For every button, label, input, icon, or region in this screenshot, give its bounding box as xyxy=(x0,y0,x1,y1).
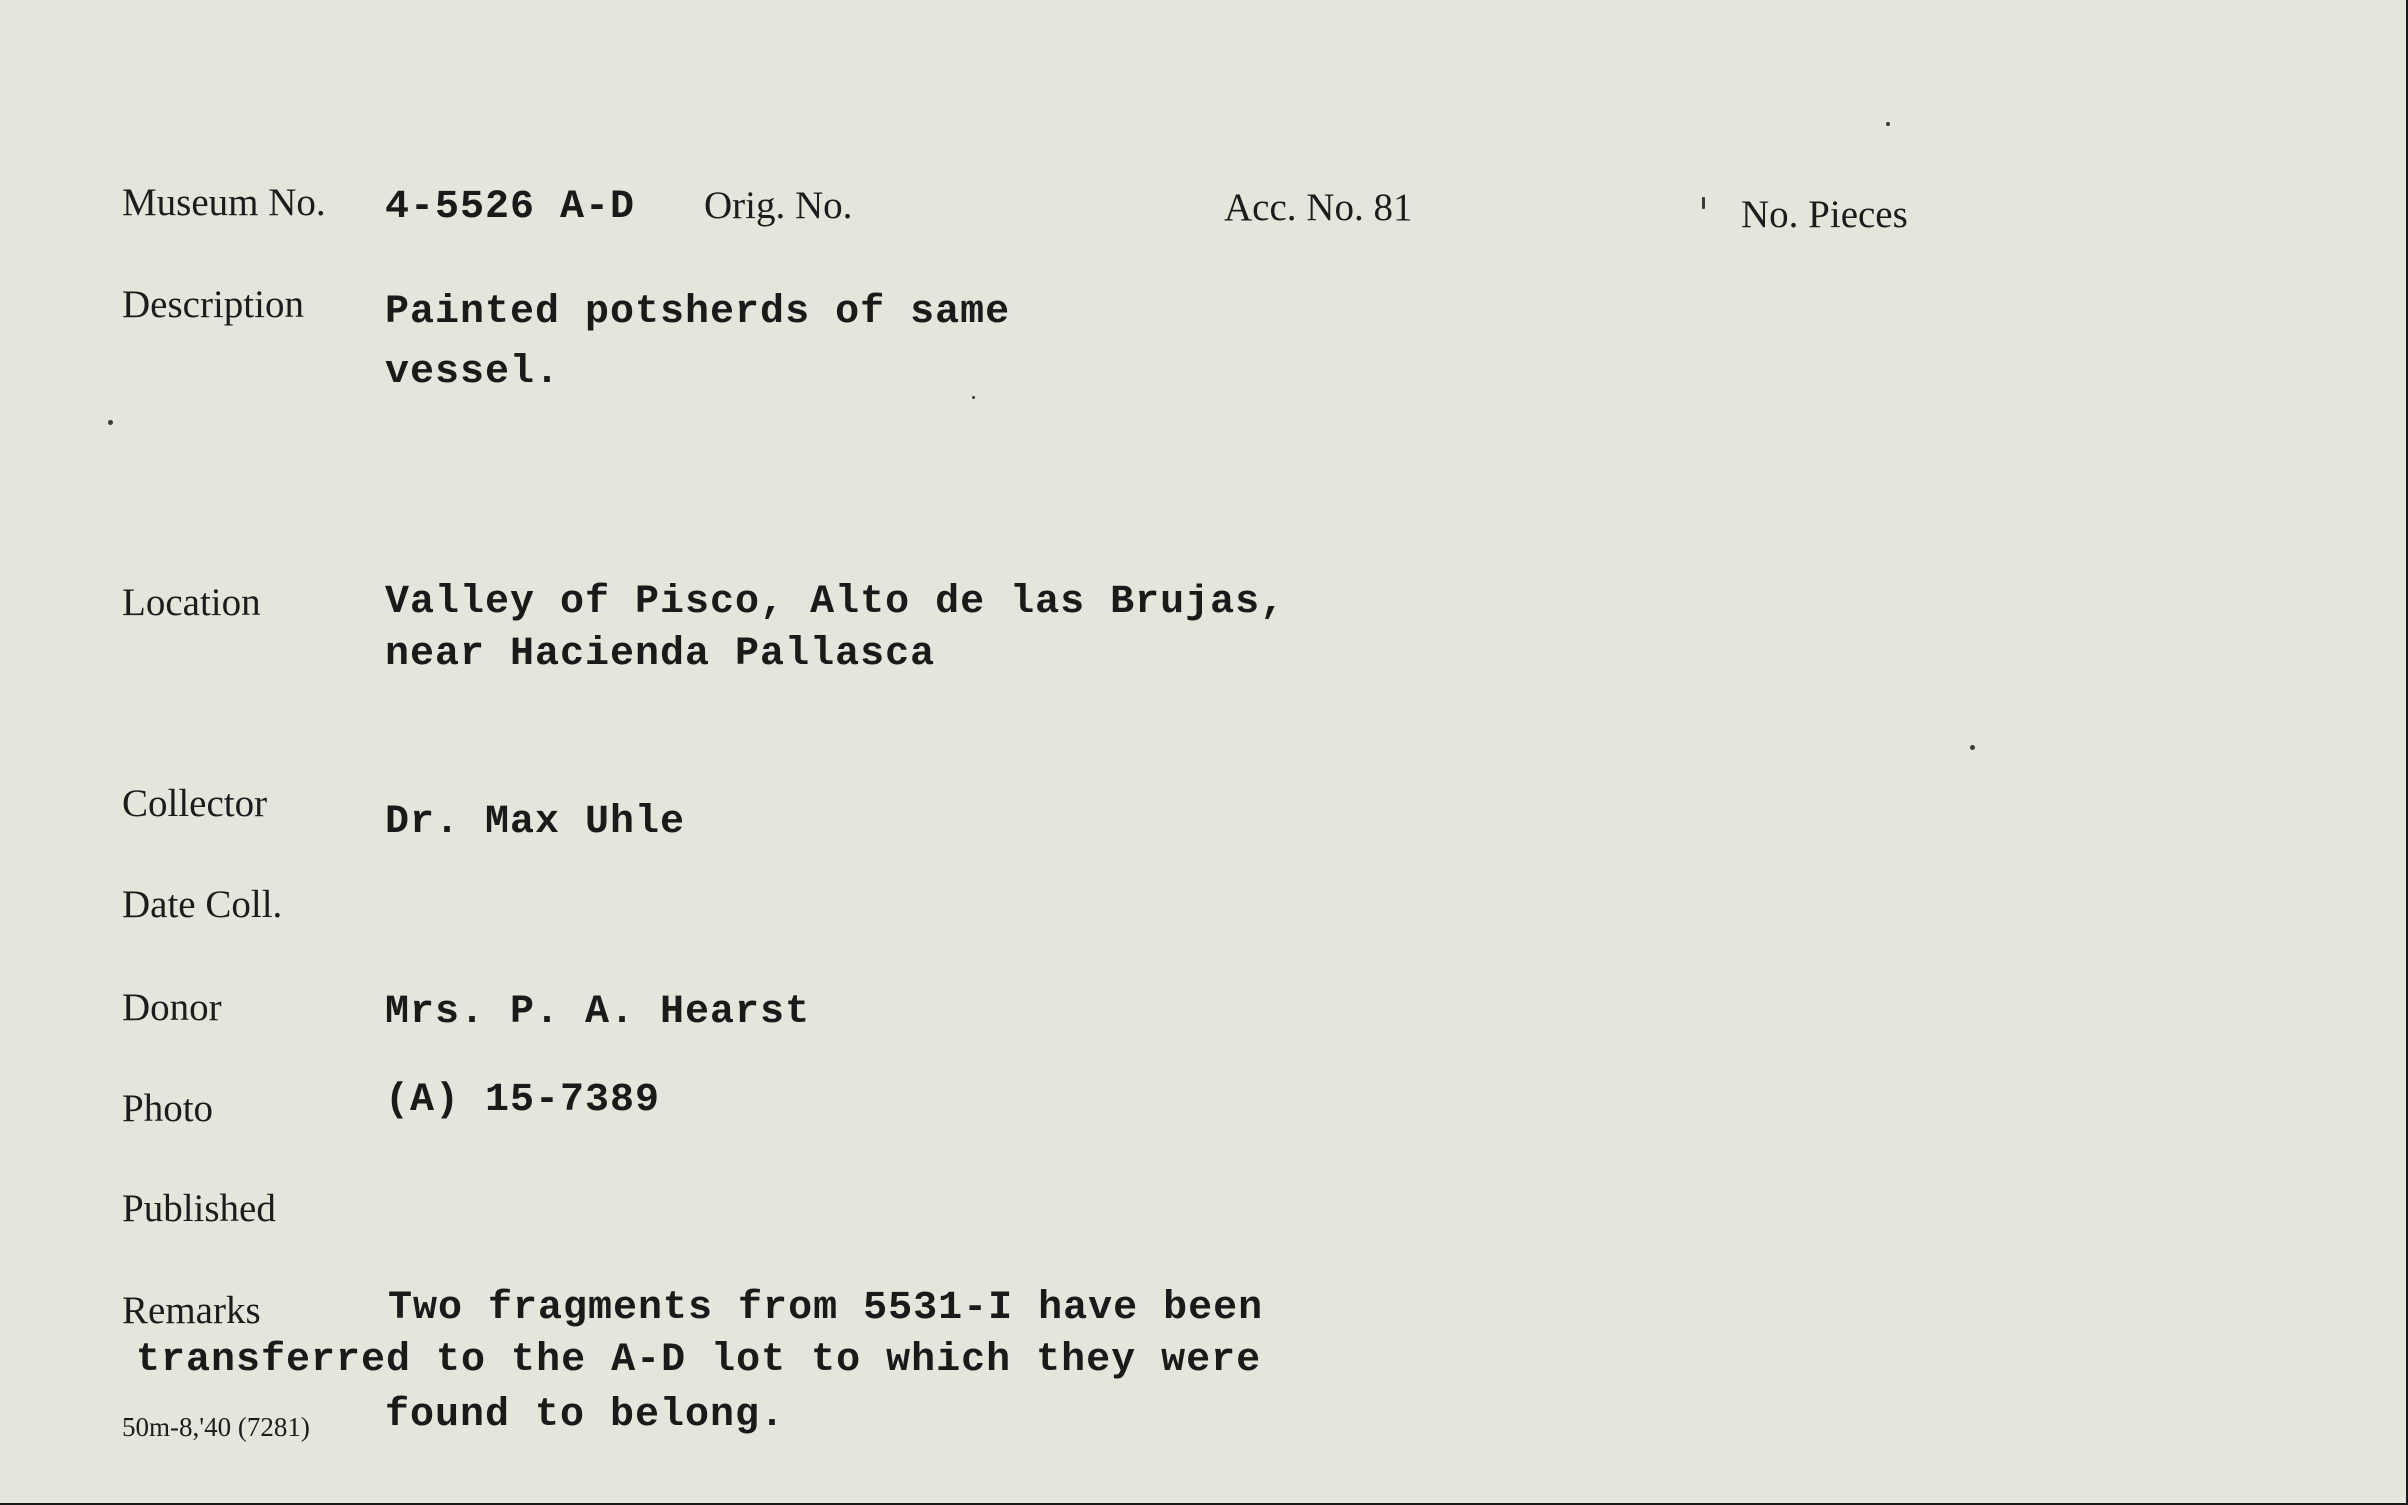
photo-value: (A) 15-7389 xyxy=(385,1078,661,1123)
donor-label: Donor xyxy=(122,986,222,1029)
remarks-line-2: transferred to the A-D lot to which they were xyxy=(136,1338,1262,1383)
speck xyxy=(108,420,113,425)
orig-no-label: Orig. No. xyxy=(704,184,853,227)
description-label: Description xyxy=(122,283,304,326)
remarks-line-3: found to belong. xyxy=(385,1393,786,1438)
published-label: Published xyxy=(122,1187,276,1230)
description-line-2: vessel. xyxy=(385,350,561,395)
remarks-line-1: Two fragments from 5531-I have been xyxy=(388,1286,1264,1331)
speck xyxy=(1886,122,1890,126)
no-pieces-label: No. Pieces xyxy=(1741,193,1908,236)
collector-value: Dr. Max Uhle xyxy=(385,800,686,845)
donor-value: Mrs. P. A. Hearst xyxy=(385,990,811,1035)
speck xyxy=(972,396,975,399)
location-label: Location xyxy=(122,581,261,624)
remarks-label: Remarks xyxy=(122,1289,261,1332)
description-line-1: Painted potsherds of same xyxy=(385,290,1011,335)
location-line-2: near Hacienda Pallasca xyxy=(385,632,936,677)
photo-label: Photo xyxy=(122,1087,214,1130)
date-coll-label: Date Coll. xyxy=(122,883,283,926)
tick-mark xyxy=(1702,197,1705,209)
collector-label: Collector xyxy=(122,782,268,825)
museum-no-label: Museum No. xyxy=(122,181,326,224)
museum-no-value: 4-5526 A-D xyxy=(385,185,636,230)
print-code: 50m-8,'40 (7281) xyxy=(122,1412,310,1442)
acc-no-label: Acc. No. 81 xyxy=(1224,186,1413,229)
speck xyxy=(1970,745,1975,750)
location-line-1: Valley of Pisco, Alto de las Brujas, xyxy=(385,580,1286,625)
